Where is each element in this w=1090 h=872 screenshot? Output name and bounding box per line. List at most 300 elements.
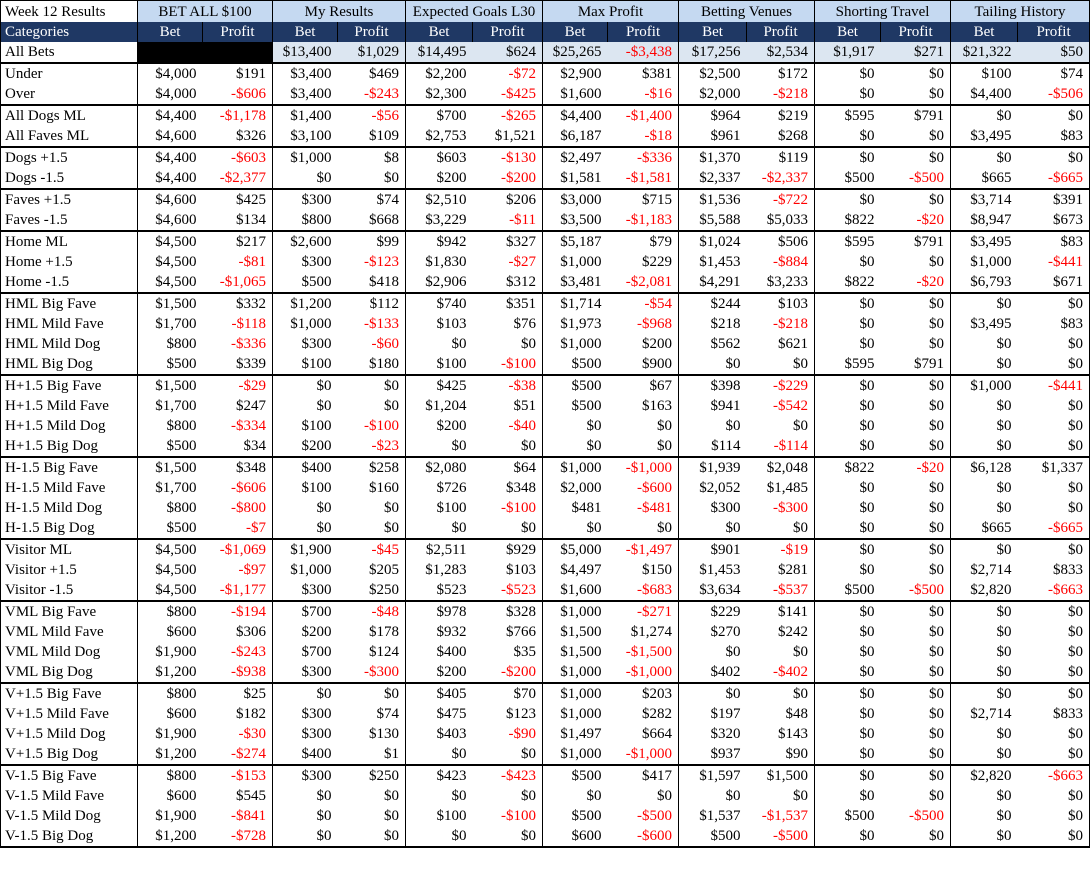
bet-cell: $1,000	[543, 601, 608, 622]
bet-cell: $0	[273, 498, 338, 518]
bet-cell: $1,204	[406, 396, 473, 416]
profit-cell: $103	[747, 293, 815, 314]
profit-cell: -$100	[338, 416, 406, 436]
category-label: VML Big Dog	[1, 662, 138, 683]
profit-cell: $0	[1018, 806, 1090, 826]
table-row	[1, 416, 1090, 436]
profit-cell: -$884	[747, 252, 815, 272]
profit-cell: -$40	[473, 416, 543, 436]
category-label: V-1.5 Mild Fave	[1, 786, 138, 806]
bet-cell: $1,900	[138, 642, 203, 662]
bet-cell: $0	[273, 826, 338, 847]
profit-cell: $0	[1018, 396, 1090, 416]
category-label: Under	[1, 63, 138, 84]
profit-cell: $624	[473, 42, 543, 63]
profit-cell: $0	[1018, 354, 1090, 375]
table-row	[1, 436, 1090, 457]
bet-cell: $4,500	[138, 231, 203, 252]
profit-cell: $1,274	[608, 622, 679, 642]
profit-cell: $0	[1018, 744, 1090, 765]
profit-cell: $51	[473, 396, 543, 416]
bet-cell: $0	[815, 189, 881, 210]
bet-cell: $4,500	[138, 580, 203, 601]
bet-cell: $2,497	[543, 147, 608, 168]
profit-cell: -$500	[881, 168, 951, 189]
table-row	[1, 84, 1090, 105]
profit-cell: $67	[608, 375, 679, 396]
profit-cell: -$1,537	[747, 806, 815, 826]
profit-cell: -$606	[203, 84, 273, 105]
profit-cell: -$938	[203, 662, 273, 683]
bet-cell: $1,200	[273, 293, 338, 314]
strategy-header: Betting Venues	[679, 1, 815, 23]
bet-cell: $2,500	[679, 63, 747, 84]
profit-cell: $79	[608, 231, 679, 252]
profit-cell: -$114	[747, 436, 815, 457]
bet-cell: $1,536	[679, 189, 747, 210]
profit-cell: $130	[338, 724, 406, 744]
profit-cell: $0	[1018, 724, 1090, 744]
bet-cell: $1,000	[543, 683, 608, 704]
profit-cell: -$90	[473, 724, 543, 744]
profit-cell: -$100	[473, 354, 543, 375]
bet-cell: $0	[815, 683, 881, 704]
profit-cell: $671	[1018, 272, 1090, 293]
bet-cell: $901	[679, 539, 747, 560]
profit-cell: $1,485	[747, 478, 815, 498]
bet-cell: $0	[815, 518, 881, 539]
profit-cell: $83	[1018, 314, 1090, 334]
category-label: HML Mild Fave	[1, 314, 138, 334]
profit-cell: $282	[608, 704, 679, 724]
bet-cell: $3,500	[543, 210, 608, 231]
profit-cell: -$300	[747, 498, 815, 518]
bet-cell: $1,500	[543, 642, 608, 662]
bet-header: Bet	[951, 22, 1018, 42]
profit-cell: $1,521	[473, 126, 543, 147]
profit-cell: -$1,497	[608, 539, 679, 560]
profit-cell: $0	[747, 642, 815, 662]
bet-cell: $0	[406, 744, 473, 765]
profit-cell: $83	[1018, 126, 1090, 147]
category-label: V-1.5 Big Dog	[1, 826, 138, 847]
category-label: H+1.5 Mild Dog	[1, 416, 138, 436]
profit-cell: $0	[881, 498, 951, 518]
profit-cell: -$29	[203, 375, 273, 396]
bet-cell: $0	[406, 826, 473, 847]
bet-cell: $1,700	[138, 314, 203, 334]
bet-cell: $1,900	[138, 724, 203, 744]
bet-cell: $1,200	[138, 744, 203, 765]
profit-cell: $0	[338, 375, 406, 396]
table-row	[1, 704, 1090, 724]
profit-cell: -$97	[203, 560, 273, 580]
profit-cell: $180	[338, 354, 406, 375]
profit-cell: -$2,377	[203, 168, 273, 189]
profit-header: Profit	[203, 22, 273, 42]
bet-cell: $5,187	[543, 231, 608, 252]
bet-cell: $4,500	[138, 272, 203, 293]
profit-cell: $0	[473, 334, 543, 354]
bet-cell: $961	[679, 126, 747, 147]
profit-cell: $351	[473, 293, 543, 314]
bet-cell: $100	[406, 498, 473, 518]
bet-cell: $0	[951, 826, 1018, 847]
bet-cell: $942	[406, 231, 473, 252]
bet-cell: $300	[273, 580, 338, 601]
profit-cell: $74	[338, 189, 406, 210]
profit-cell: $0	[1018, 622, 1090, 642]
profit-cell: -$683	[608, 580, 679, 601]
bet-cell: $0	[679, 354, 747, 375]
profit-cell: $833	[1018, 560, 1090, 580]
bet-cell: $475	[406, 704, 473, 724]
profit-cell: $0	[338, 498, 406, 518]
bet-cell: $218	[679, 314, 747, 334]
bet-cell: $1,000	[543, 662, 608, 683]
profit-cell: $83	[1018, 231, 1090, 252]
profit-cell: -$506	[1018, 84, 1090, 105]
bet-cell: $0	[679, 416, 747, 436]
profit-cell: $182	[203, 704, 273, 724]
bet-cell: $500	[815, 168, 881, 189]
profit-cell: $0	[881, 518, 951, 539]
bet-cell: $0	[543, 518, 608, 539]
profit-cell: $70	[473, 683, 543, 704]
bet-cell: $500	[138, 436, 203, 457]
profit-cell: $1	[338, 744, 406, 765]
bet-cell: $1,700	[138, 478, 203, 498]
bet-cell: $2,300	[406, 84, 473, 105]
bet-cell: $0	[406, 786, 473, 806]
profit-cell: -$38	[473, 375, 543, 396]
bet-cell: $0	[679, 683, 747, 704]
profit-header: Profit	[881, 22, 951, 42]
bet-cell: $1,917	[815, 42, 881, 63]
bet-cell: $0	[273, 375, 338, 396]
bet-cell: $1,600	[543, 580, 608, 601]
profit-cell: $5,033	[747, 210, 815, 231]
profit-cell: $545	[203, 786, 273, 806]
category-label: Dogs -1.5	[1, 168, 138, 189]
bet-cell: $726	[406, 478, 473, 498]
bet-cell: $1,200	[138, 662, 203, 683]
bet-cell: $0	[406, 334, 473, 354]
bet-cell: $0	[543, 436, 608, 457]
bet-cell: $1,500	[138, 457, 203, 478]
bet-cell: $4,400	[138, 105, 203, 126]
bet-cell: $4,400	[138, 168, 203, 189]
profit-cell: $0	[1018, 334, 1090, 354]
table-row	[1, 293, 1090, 314]
profit-cell: $0	[881, 416, 951, 436]
bet-cell: $0	[273, 786, 338, 806]
bet-cell: $822	[815, 210, 881, 231]
profit-cell: -$336	[203, 334, 273, 354]
bet-cell: $0	[951, 105, 1018, 126]
category-label: V-1.5 Big Fave	[1, 765, 138, 786]
bet-cell: $1,200	[138, 826, 203, 847]
profit-cell: $0	[881, 662, 951, 683]
bet-cell: $100	[406, 354, 473, 375]
bet-cell: $2,600	[273, 231, 338, 252]
strategy-header: My Results	[273, 1, 406, 23]
bet-cell: $6,128	[951, 457, 1018, 478]
bet-cell: $600	[543, 826, 608, 847]
profit-cell: $0	[1018, 478, 1090, 498]
category-label: H-1.5 Big Dog	[1, 518, 138, 539]
profit-cell: -$722	[747, 189, 815, 210]
bet-cell: $1,000	[273, 560, 338, 580]
profit-cell: -$2,337	[747, 168, 815, 189]
profit-cell: -$665	[1018, 518, 1090, 539]
bet-cell: $300	[273, 334, 338, 354]
bet-cell: $0	[815, 396, 881, 416]
profit-cell: -$800	[203, 498, 273, 518]
bet-cell: $4,500	[138, 560, 203, 580]
profit-cell: $0	[881, 375, 951, 396]
profit-cell: -$1,400	[608, 105, 679, 126]
profit-cell: -$500	[608, 806, 679, 826]
bet-cell: $665	[951, 168, 1018, 189]
bet-cell: $600	[138, 786, 203, 806]
profit-cell: $506	[747, 231, 815, 252]
bet-cell: $425	[406, 375, 473, 396]
table-row	[1, 724, 1090, 744]
bet-cell: $4,600	[138, 210, 203, 231]
profit-cell: $119	[747, 147, 815, 168]
profit-cell: -$1,065	[203, 272, 273, 293]
profit-cell: $418	[338, 272, 406, 293]
profit-cell: -$537	[747, 580, 815, 601]
table-row	[1, 314, 1090, 334]
profit-cell: $0	[881, 704, 951, 724]
profit-cell: -$3,438	[608, 42, 679, 63]
bet-cell: $1,000	[951, 375, 1018, 396]
profit-cell: -$841	[203, 806, 273, 826]
profit-cell: -$663	[1018, 765, 1090, 786]
profit-cell: $348	[473, 478, 543, 498]
bet-cell: $0	[951, 642, 1018, 662]
bet-cell: $0	[815, 601, 881, 622]
bet-cell: $14,495	[406, 42, 473, 63]
profit-cell: $258	[338, 457, 406, 478]
table-row	[1, 189, 1090, 210]
bet-cell: $0	[815, 704, 881, 724]
profit-cell: -$1,183	[608, 210, 679, 231]
bet-cell: $0	[815, 293, 881, 314]
bet-cell: $4,000	[138, 63, 203, 84]
profit-cell: -$402	[747, 662, 815, 683]
bet-cell: $500	[138, 518, 203, 539]
profit-cell: -$194	[203, 601, 273, 622]
bet-cell: $400	[406, 642, 473, 662]
profit-cell: -$1,000	[608, 744, 679, 765]
bet-cell: $1,000	[273, 314, 338, 334]
bet-cell: $0	[273, 518, 338, 539]
bet-cell: $800	[138, 498, 203, 518]
bet-cell: $523	[406, 580, 473, 601]
bet-cell: $1,830	[406, 252, 473, 272]
bet-cell: $3,400	[273, 84, 338, 105]
bet-cell: $595	[815, 231, 881, 252]
bet-cell: $500	[543, 354, 608, 375]
profit-cell: $791	[881, 231, 951, 252]
bet-cell: $937	[679, 744, 747, 765]
bet-cell: $0	[815, 539, 881, 560]
bet-cell: $200	[273, 436, 338, 457]
bet-cell: $3,634	[679, 580, 747, 601]
bet-cell: $800	[138, 416, 203, 436]
profit-cell: $0	[747, 683, 815, 704]
bet-cell: $1,700	[138, 396, 203, 416]
profit-cell: $123	[473, 704, 543, 724]
profit-cell: -$48	[338, 601, 406, 622]
table-row	[1, 272, 1090, 293]
table-row	[1, 622, 1090, 642]
profit-cell: -$60	[338, 334, 406, 354]
profit-cell: -$728	[203, 826, 273, 847]
profit-cell: $163	[608, 396, 679, 416]
sheet-title: Week 12 Results	[1, 1, 138, 23]
bet-cell: $3,495	[951, 126, 1018, 147]
table-row	[1, 126, 1090, 147]
profit-cell: $8	[338, 147, 406, 168]
profit-cell: -$7	[203, 518, 273, 539]
strategy-header: Shorting Travel	[815, 1, 951, 23]
profit-cell: $715	[608, 189, 679, 210]
bet-cell: $1,939	[679, 457, 747, 478]
bet-cell: $300	[273, 252, 338, 272]
profit-cell: $766	[473, 622, 543, 642]
profit-cell: $0	[881, 396, 951, 416]
bet-cell: $1,537	[679, 806, 747, 826]
category-label: All Bets	[1, 42, 138, 63]
profit-cell: -$20	[881, 272, 951, 293]
profit-cell: -$153	[203, 765, 273, 786]
bet-cell: $500	[815, 580, 881, 601]
profit-cell: -$200	[473, 168, 543, 189]
table-row	[1, 580, 1090, 601]
profit-cell: $0	[747, 786, 815, 806]
category-label: VML Big Fave	[1, 601, 138, 622]
profit-cell: $268	[747, 126, 815, 147]
profit-cell: $1,337	[1018, 457, 1090, 478]
profit-cell: -$1,500	[608, 642, 679, 662]
bet-cell: $3,100	[273, 126, 338, 147]
profit-cell: $217	[203, 231, 273, 252]
category-label: All Dogs ML	[1, 105, 138, 126]
profit-cell: -$500	[881, 806, 951, 826]
profit-cell: $0	[608, 416, 679, 436]
category-label: H+1.5 Big Fave	[1, 375, 138, 396]
bet-cell: $300	[273, 189, 338, 210]
profit-cell: -$20	[881, 210, 951, 231]
table-row	[1, 63, 1090, 84]
bet-cell: $500	[543, 806, 608, 826]
profit-cell: -$100	[473, 806, 543, 826]
bet-cell: $0	[815, 252, 881, 272]
profit-cell: $64	[473, 457, 543, 478]
column-header-row	[1, 22, 1090, 42]
profit-cell: -$218	[747, 84, 815, 105]
bet-cell: $740	[406, 293, 473, 314]
bet-cell: $0	[815, 560, 881, 580]
bet-cell: $2,714	[951, 704, 1018, 724]
profit-cell: $929	[473, 539, 543, 560]
profit-cell: $0	[338, 786, 406, 806]
profit-cell: $0	[747, 518, 815, 539]
profit-cell: $35	[473, 642, 543, 662]
bet-cell: $0	[406, 436, 473, 457]
profit-cell: $0	[1018, 436, 1090, 457]
bet-cell: $4,497	[543, 560, 608, 580]
table-row	[1, 642, 1090, 662]
bet-cell: $700	[406, 105, 473, 126]
bet-cell: $25,265	[543, 42, 608, 63]
profit-cell: $668	[338, 210, 406, 231]
bet-cell: $8,947	[951, 210, 1018, 231]
bet-cell: $300	[273, 662, 338, 683]
profit-cell: -$72	[473, 63, 543, 84]
bet-cell: $423	[406, 765, 473, 786]
bet-cell: $3,495	[951, 314, 1018, 334]
profit-cell: $0	[881, 334, 951, 354]
bet-cell: $0	[951, 662, 1018, 683]
bet-cell: $2,337	[679, 168, 747, 189]
bet-cell: $0	[273, 168, 338, 189]
table-row	[1, 231, 1090, 252]
bet-cell: $500	[815, 806, 881, 826]
category-label: HML Big Dog	[1, 354, 138, 375]
bet-cell: $100	[273, 354, 338, 375]
profit-cell: $203	[608, 683, 679, 704]
category-label: All Faves ML	[1, 126, 138, 147]
profit-cell: $90	[747, 744, 815, 765]
bet-cell: $1,000	[951, 252, 1018, 272]
profit-cell: -$425	[473, 84, 543, 105]
bet-cell: $229	[679, 601, 747, 622]
bet-cell: $244	[679, 293, 747, 314]
profit-cell: $391	[1018, 189, 1090, 210]
bet-cell: $0	[815, 147, 881, 168]
bet-cell: $3,400	[273, 63, 338, 84]
bet-cell: $1,370	[679, 147, 747, 168]
profit-cell: $150	[608, 560, 679, 580]
bet-cell: $603	[406, 147, 473, 168]
profit-header: Profit	[473, 22, 543, 42]
bet-cell: $200	[406, 168, 473, 189]
profit-cell: -$606	[203, 478, 273, 498]
profit-cell: $2,048	[747, 457, 815, 478]
bet-cell: $1,714	[543, 293, 608, 314]
profit-cell: $103	[473, 560, 543, 580]
profit-cell: $0	[1018, 105, 1090, 126]
profit-cell	[203, 42, 273, 63]
profit-cell: $74	[1018, 63, 1090, 84]
profit-cell: -$45	[338, 539, 406, 560]
profit-cell: $0	[473, 826, 543, 847]
bet-cell: $0	[815, 126, 881, 147]
profit-cell: -$243	[338, 84, 406, 105]
category-label: Dogs +1.5	[1, 147, 138, 168]
bet-cell: $3,714	[951, 189, 1018, 210]
profit-cell: -$441	[1018, 252, 1090, 272]
category-label: Home -1.5	[1, 272, 138, 293]
profit-cell: $0	[1018, 642, 1090, 662]
bet-cell: $562	[679, 334, 747, 354]
profit-cell: $0	[881, 478, 951, 498]
